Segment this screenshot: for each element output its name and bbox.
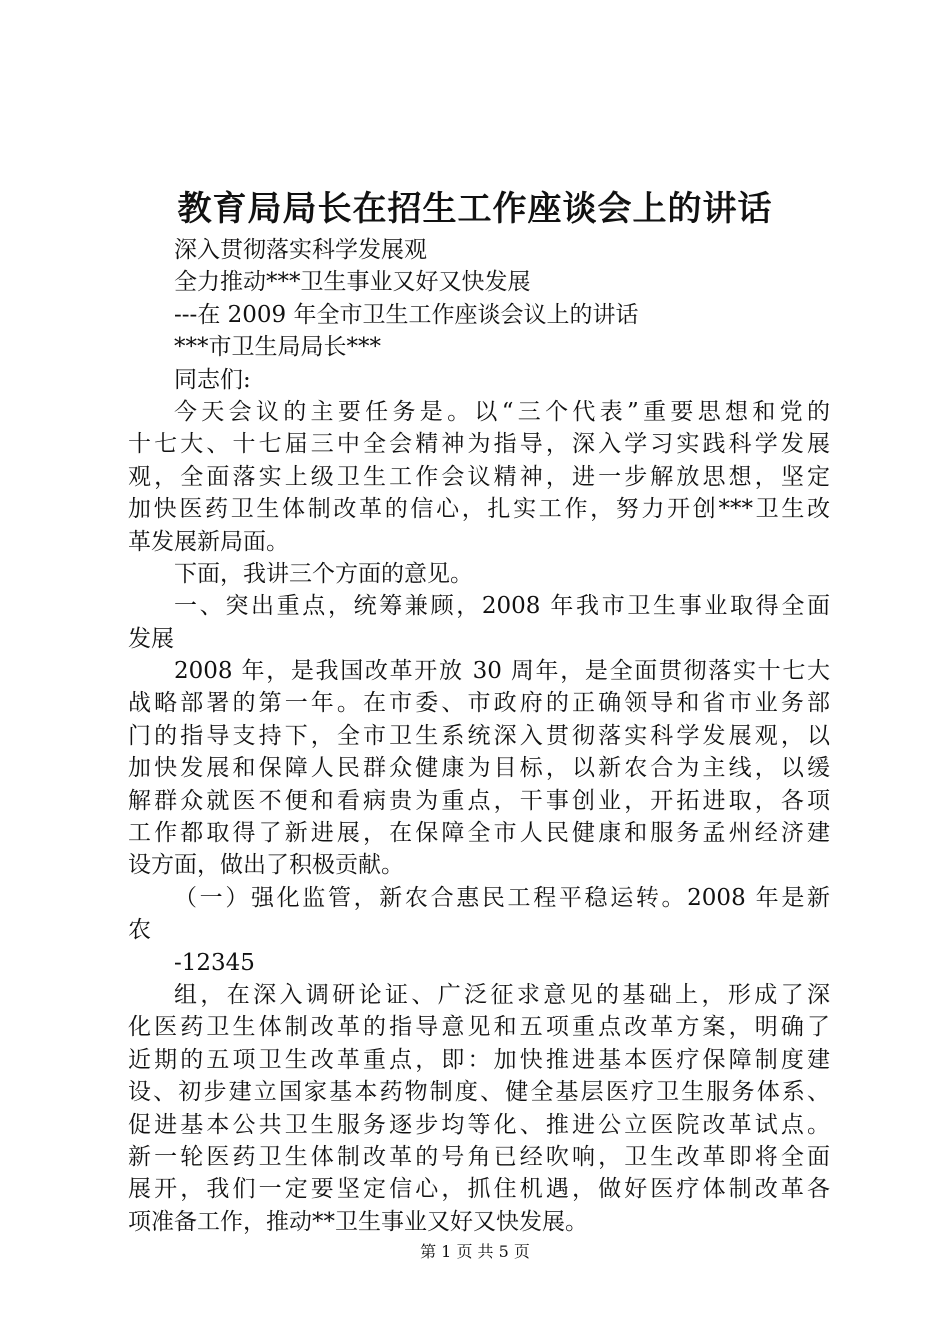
body-line: ---在 2009 年全市卫生工作座谈会议上的讲话: [174, 301, 639, 328]
body-line: 工作都取得了新进展，在保障全市人民健康和服务孟州经济建: [128, 820, 830, 847]
document-title: 教育局局长在招生工作座谈会上的讲话: [177, 189, 773, 229]
body-line: 近期的五项卫生改革重点，即：加快推进基本医疗保障制度建: [128, 1046, 830, 1073]
body-line: 2008 年，是我国改革开放 30 周年，是全面贯彻落实十七大: [174, 658, 830, 685]
page-footer: 第 1 页 共 5 页: [420, 1242, 530, 1261]
body-line: 化医药卫生体制改革的指导意见和五项重点改革方案，明确了: [128, 1014, 830, 1041]
body-line: 一、突出重点，统筹兼顾，2008 年我市卫生事业取得全面: [174, 593, 830, 620]
body-line: 加快医药卫生体制改革的信心，扎实工作，努力开创***卫生改: [128, 496, 830, 523]
body-line: 设方面，做出了积极贡献。: [128, 852, 404, 879]
body-line: 门的指导支持下，全市卫生系统深入贯彻落实科学发展观，以: [128, 722, 830, 749]
body-line: 解群众就医不便和看病贵为重点，干事创业，开拓进取，各项: [128, 787, 830, 814]
body-line: 项准备工作，推动**卫生事业又好又快发展。: [128, 1208, 588, 1235]
body-line: （一）强化监管，新农合惠民工程平稳运转。2008 年是新: [174, 884, 830, 911]
body-line: 新一轮医药卫生体制改革的号角已经吹响，卫生改革即将全面: [128, 1143, 830, 1170]
body-line: 促进基本公共卫生服务逐步均等化、推进公立医院改革试点。: [128, 1111, 830, 1138]
body-line: 发展: [128, 625, 174, 652]
body-line: 设、初步建立国家基本药物制度、健全基层医疗卫生服务体系、: [128, 1079, 830, 1106]
body-line: 今天会议的主要任务是。以“三个代表”重要思想和党的: [174, 398, 830, 425]
body-line: 农: [128, 917, 151, 944]
body-line: 革发展新局面。: [128, 528, 289, 555]
body-line: 全力推动***卫生事业又好又快发展: [174, 269, 531, 296]
body-line: 深入贯彻落实科学发展观: [174, 237, 427, 263]
body-line: 十七大、十七届三中全会精神为指导，深入学习实践科学发展: [128, 431, 830, 458]
body-line: 战略部署的第一年。在市委、市政府的正确领导和省市业务部: [128, 690, 830, 717]
document-body: [128, 234, 830, 1238]
body-line: 展开，我们一定要坚定信心，抓住机遇，做好医疗体制改革各: [128, 1176, 830, 1203]
body-line: 组，在深入调研论证、广泛征求意见的基础上，形成了深: [174, 981, 830, 1008]
body-line: 同志们:: [174, 366, 251, 393]
body-line: 观，全面落实上级卫生工作会议精神，进一步解放思想，坚定: [128, 463, 830, 490]
body-line: ***市卫生局局长***: [174, 334, 381, 361]
body-line: 下面，我讲三个方面的意见。: [174, 560, 473, 587]
body-line: -12345: [174, 949, 255, 976]
body-line: 加快发展和保障人民群众健康为目标，以新农合为主线，以缓: [128, 755, 830, 782]
